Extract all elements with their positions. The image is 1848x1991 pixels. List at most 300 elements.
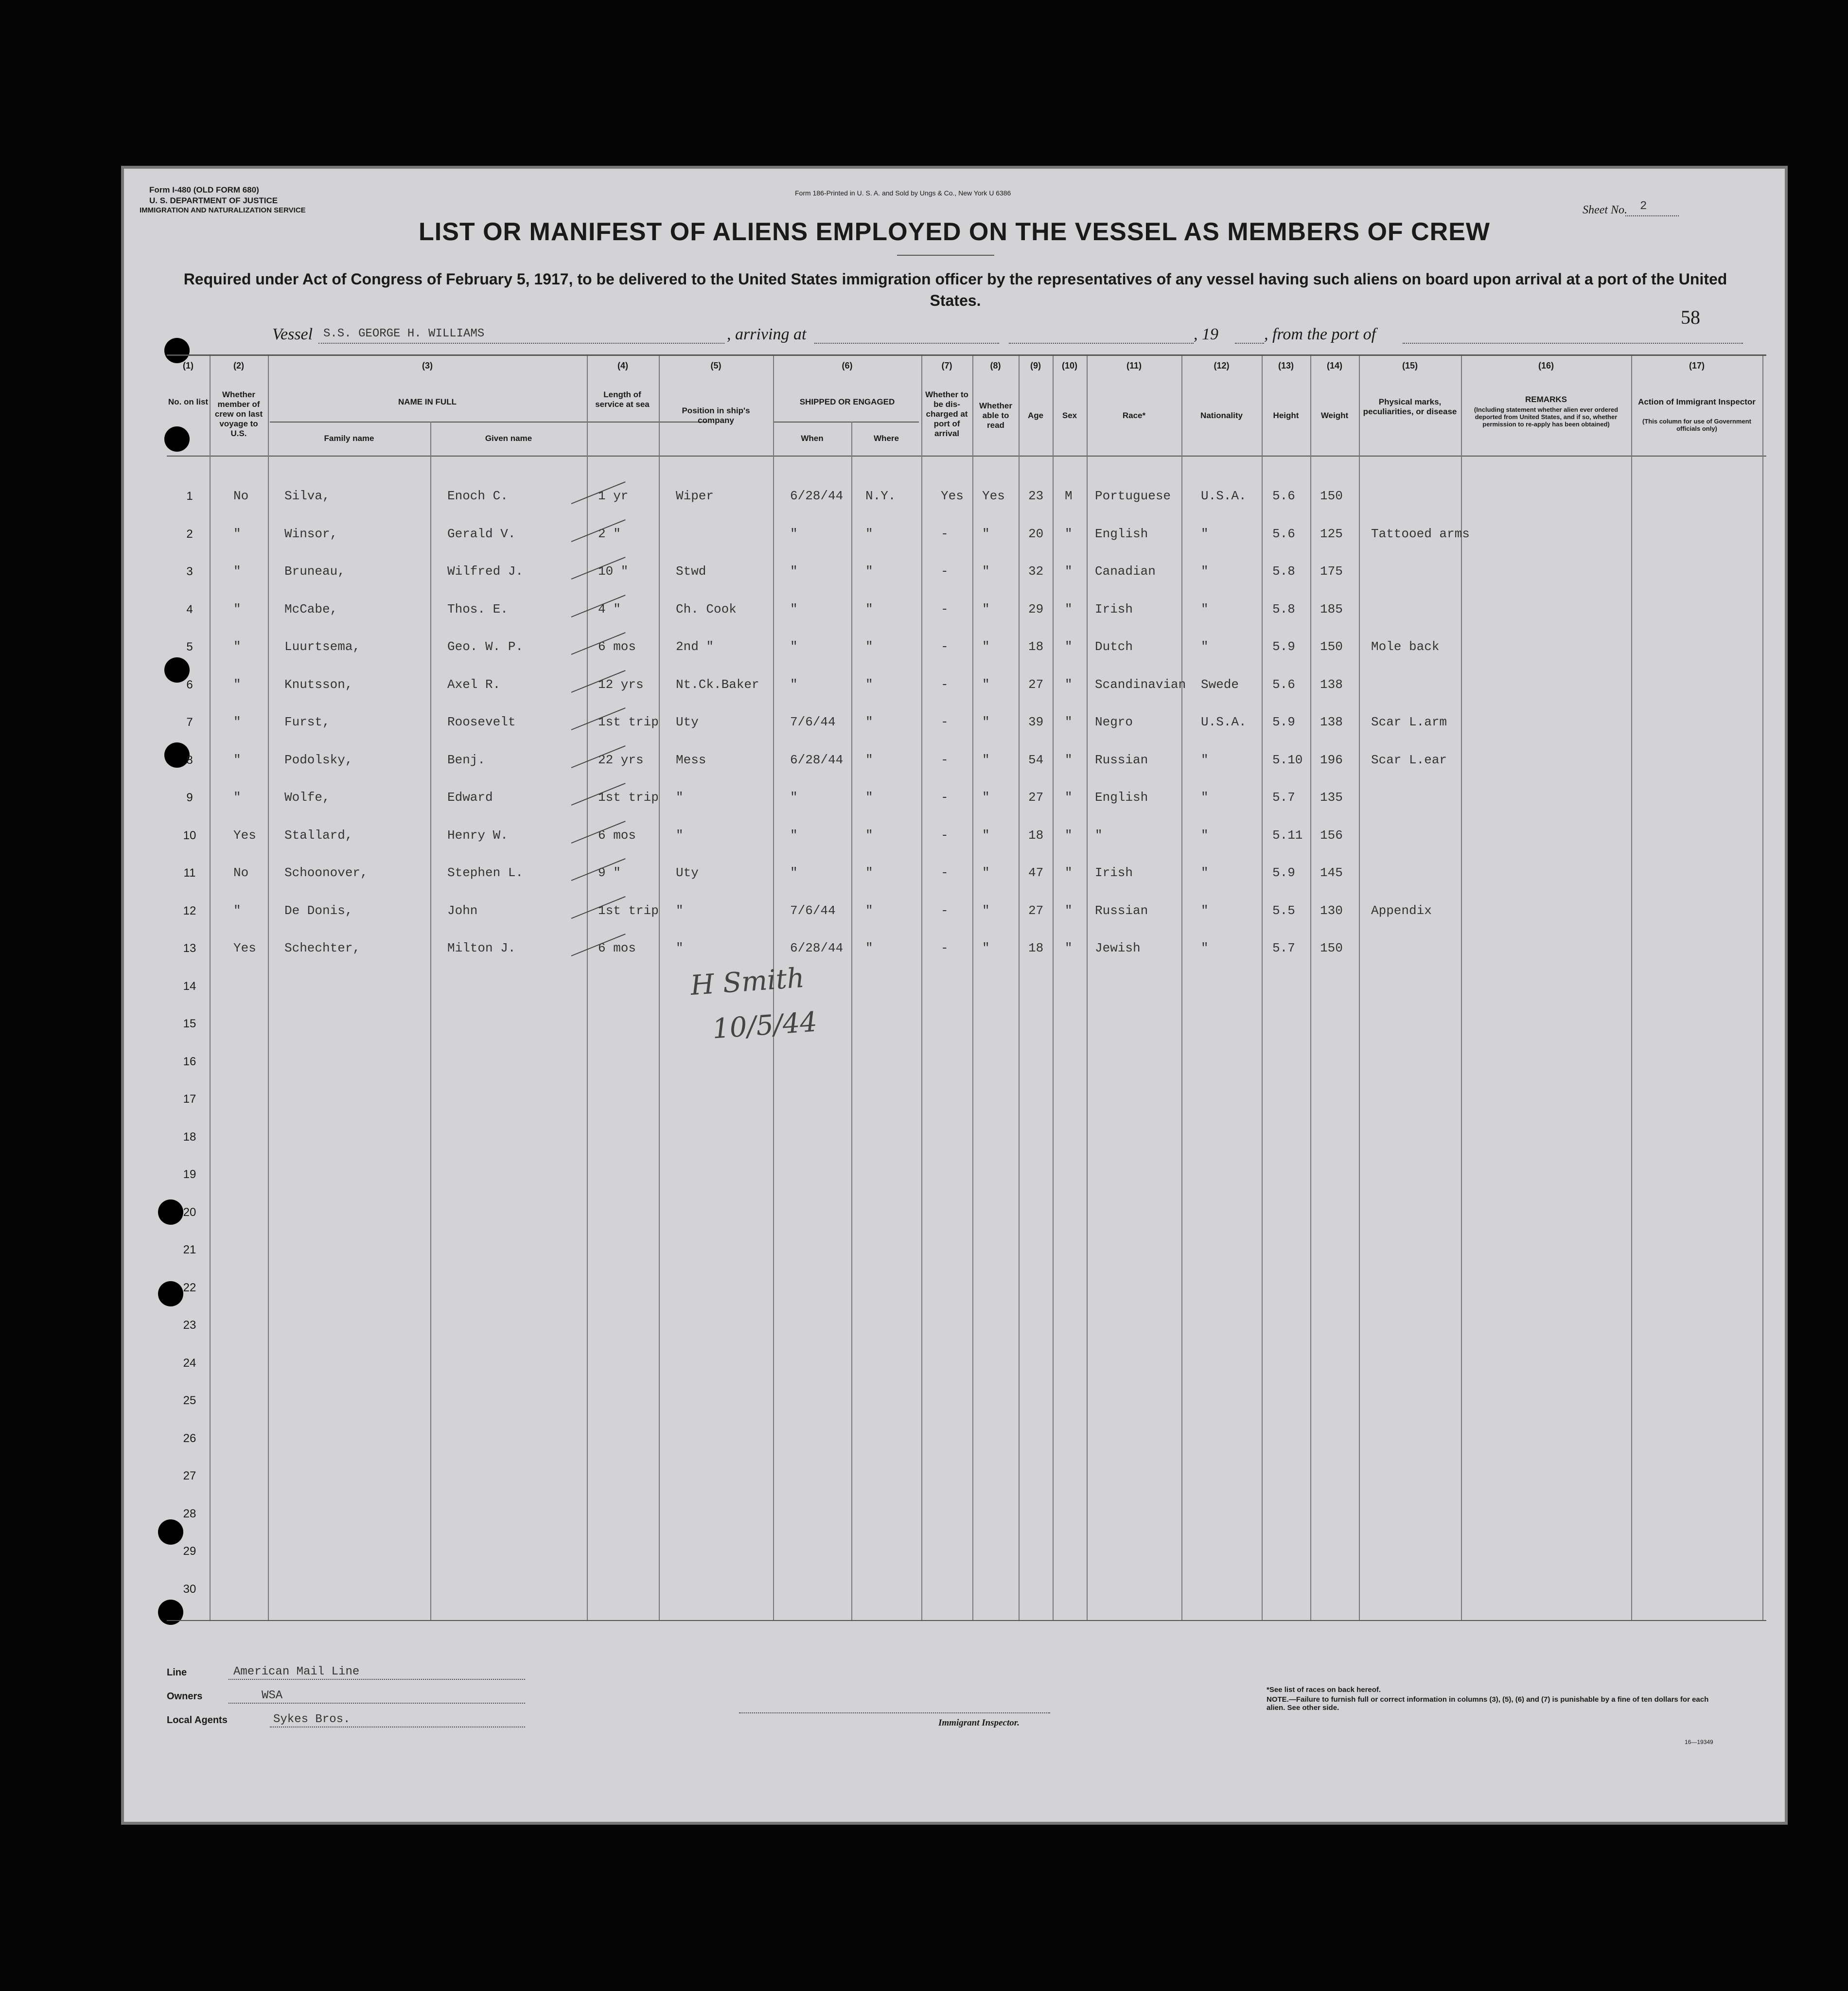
cell-position: 2nd " <box>676 639 714 654</box>
page-subtitle: Required under Act of Congress of February 5, 1917, to be delivered to the United States immigration officer by the representatives of any vessel having such aliens on board upon arrival at a port of the United States. <box>183 270 1727 309</box>
cell-when: 6/28/44 <box>790 752 844 767</box>
cell-position: Wiper <box>676 489 714 503</box>
cell-age: 18 <box>1028 639 1044 654</box>
cell-position: Mess <box>676 752 706 767</box>
col-num: (7) <box>941 361 952 370</box>
cell-read: " <box>982 677 990 692</box>
cell-family: Luurtsema, <box>284 639 361 654</box>
port-dotline <box>1403 343 1743 344</box>
cell-height: 5.9 <box>1272 865 1295 880</box>
cell-nationality: " <box>1201 941 1209 955</box>
col-num: (16) <box>1538 361 1554 370</box>
cell-sex: " <box>1065 903 1073 918</box>
cell-prev: " <box>233 752 241 767</box>
cell-read: " <box>982 601 990 617</box>
inspector-signature-line <box>739 1712 1050 1713</box>
cell-family: Schoonover, <box>284 865 368 880</box>
cell-discharge: - <box>941 564 949 579</box>
cell-nationality: " <box>1201 752 1209 767</box>
cell-prev: " <box>233 601 241 617</box>
col-divider <box>1019 356 1020 1620</box>
cell-read: " <box>982 639 990 654</box>
cell-prev: No <box>233 865 249 880</box>
cell-where: " <box>865 677 873 692</box>
cell-prev: Yes <box>233 828 256 843</box>
col-divider <box>1310 356 1311 1620</box>
cell-weight: 125 <box>1320 526 1343 541</box>
cell-given: Wilfred J. <box>447 564 524 579</box>
cell-position: " <box>676 790 684 805</box>
row-number: 8 <box>186 753 193 767</box>
penalty-note: NOTE.—Failure to furnish full or correct information in columns (3), (5), (6) and (7) is punishable by a fine of ten dollars for each alien. See other side. <box>1267 1695 1709 1712</box>
arriving-dotline-2 <box>1009 343 1194 344</box>
owners-dotline <box>229 1703 525 1704</box>
cell-race: English <box>1095 790 1148 805</box>
row-number: 28 <box>183 1507 196 1520</box>
arriving-dotline <box>814 343 999 344</box>
service-name: IMMIGRATION AND NATURALIZATION SERVICE <box>140 206 306 214</box>
cell-where: " <box>865 790 873 805</box>
cell-prev: " <box>233 790 241 805</box>
row-number: 23 <box>183 1319 196 1332</box>
row-number: 18 <box>183 1130 196 1144</box>
cell-sex: " <box>1065 526 1073 541</box>
cell-read: " <box>982 828 990 843</box>
vessel-value: S.S. GEORGE H. WILLIAMS <box>323 327 485 340</box>
cell-family: McCabe, <box>284 601 338 617</box>
col-num: (13) <box>1278 361 1294 370</box>
cell-weight: 196 <box>1320 752 1343 767</box>
header-nationality: Nationality <box>1200 411 1243 420</box>
cell-weight: 135 <box>1320 790 1343 805</box>
row-number: 11 <box>183 866 196 880</box>
cell-prev: " <box>233 677 241 692</box>
cell-read: " <box>982 752 990 767</box>
col-num: (15) <box>1402 361 1418 370</box>
col-num: (1) <box>183 361 194 370</box>
cell-age: 47 <box>1028 865 1044 880</box>
row-number: 13 <box>183 942 196 955</box>
header-remarks: REMARKS <box>1525 395 1567 404</box>
row-number: 2 <box>186 527 193 541</box>
header-inspector-action-sub: (This column for use of Government officials only) <box>1642 418 1751 432</box>
cell-where: " <box>865 564 873 579</box>
cell-when: 6/28/44 <box>790 941 844 955</box>
cell-given: Benj. <box>447 752 486 767</box>
cell-read: " <box>982 564 990 579</box>
cell-age: 23 <box>1028 489 1044 503</box>
cell-discharge: - <box>941 526 949 541</box>
col-num: (10) <box>1061 361 1077 370</box>
page-number: 58 <box>1681 306 1700 328</box>
header-name-in-full: NAME IN FULL <box>398 397 457 406</box>
header-where: Where <box>874 434 899 443</box>
cell-when: " <box>790 564 798 579</box>
cell-discharge: - <box>941 790 949 805</box>
cell-where: " <box>865 865 873 880</box>
header-inspector-action: Action of Immigrant Inspector <box>1638 397 1756 406</box>
cell-height: 5.6 <box>1272 489 1295 503</box>
punch-hole <box>164 426 190 452</box>
cell-marks: Scar L.arm <box>1371 715 1447 729</box>
cell-discharge: - <box>941 677 949 692</box>
col-divider <box>1461 356 1462 1620</box>
title-rule <box>897 255 994 256</box>
cell-discharge: - <box>941 715 949 729</box>
cell-family: Bruneau, <box>284 564 345 579</box>
cell-where: " <box>865 903 873 918</box>
cell-age: 27 <box>1028 790 1044 805</box>
cell-race: Russian <box>1095 903 1148 918</box>
shipped-header-rule <box>773 422 919 423</box>
cell-weight: 175 <box>1320 564 1343 579</box>
cell-weight: 138 <box>1320 715 1343 729</box>
cell-read: Yes <box>982 489 1005 503</box>
header-remarks-sub: (Including statement whether alien ever ordered deported from United States, and if so, whether permission to re-apply has been obtained) <box>1474 406 1619 428</box>
form-id: Form I-480 (OLD FORM 680) <box>149 185 259 194</box>
cell-age: 39 <box>1028 715 1044 729</box>
cell-when: " <box>790 677 798 692</box>
cell-service: 1st trip <box>598 790 659 805</box>
cell-discharge: - <box>941 752 949 767</box>
cell-prev: " <box>233 639 241 654</box>
cell-race: Jewish <box>1095 941 1141 955</box>
cell-position: Nt.Ck.Baker <box>676 677 759 692</box>
cell-prev: " <box>233 903 241 918</box>
name-header-rule <box>270 422 707 423</box>
cell-race: Portuguese <box>1095 489 1171 503</box>
header-physical-marks: Physical marks, peculiarities, or disease <box>1363 397 1457 416</box>
cell-age: 27 <box>1028 903 1044 918</box>
col-divider <box>210 356 211 1620</box>
cell-family: Furst, <box>284 715 330 729</box>
cell-weight: 130 <box>1320 903 1343 918</box>
sheet-label: Sheet No. <box>1583 204 1627 216</box>
cell-weight: 138 <box>1320 677 1343 692</box>
cell-position: " <box>676 941 684 955</box>
row-number: 14 <box>183 979 196 993</box>
col-divider <box>430 422 431 1620</box>
vessel-dotline <box>318 343 724 344</box>
row-number: 26 <box>183 1431 196 1445</box>
col-num: (6) <box>842 361 853 370</box>
cell-read: " <box>982 526 990 541</box>
cell-height: 5.7 <box>1272 941 1295 955</box>
cell-family: Schechter, <box>284 941 361 955</box>
col-num: (2) <box>233 361 244 370</box>
cell-nationality: " <box>1201 865 1209 880</box>
cell-weight: 150 <box>1320 941 1343 955</box>
cell-service: 6 mos <box>598 639 636 654</box>
cell-height: 5.7 <box>1272 790 1295 805</box>
row-number: 25 <box>183 1394 196 1407</box>
cell-when: " <box>790 790 798 805</box>
cell-age: 18 <box>1028 941 1044 955</box>
cell-prev: Yes <box>233 941 256 955</box>
row-number: 1 <box>186 490 193 503</box>
row-number: 29 <box>183 1545 196 1558</box>
cell-position: " <box>676 828 684 843</box>
year-dotline <box>1235 343 1264 344</box>
row-number: 3 <box>186 565 193 578</box>
cell-when: " <box>790 865 798 880</box>
cell-height: 5.9 <box>1272 639 1295 654</box>
line-value: American Mail Line <box>233 1665 360 1678</box>
col-num: (8) <box>990 361 1001 370</box>
header-position: Position in ship's company <box>682 406 750 425</box>
cell-when: " <box>790 639 798 654</box>
cell-marks: Tattooed arms <box>1371 526 1470 541</box>
cell-nationality: " <box>1201 639 1209 654</box>
cell-nationality: U.S.A. <box>1201 489 1247 503</box>
header-height: Height <box>1273 411 1299 420</box>
cell-marks: Scar L.ear <box>1371 752 1447 767</box>
header-sex: Sex <box>1062 411 1077 420</box>
department: U. S. DEPARTMENT OF JUSTICE <box>149 196 278 205</box>
cell-given: Axel R. <box>447 677 501 692</box>
col-divider <box>1053 356 1054 1620</box>
arriving-label: , arriving at <box>727 325 807 343</box>
cell-family: Silva, <box>284 489 330 503</box>
year-label: , 19 <box>1194 325 1218 343</box>
header-given-name: Given name <box>485 434 532 443</box>
cell-given: Enoch C. <box>447 489 508 503</box>
header-family-name: Family name <box>324 434 374 443</box>
cell-nationality: Swede <box>1201 677 1239 692</box>
cell-where: " <box>865 941 873 955</box>
cell-race: Negro <box>1095 715 1133 729</box>
col-divider <box>268 356 269 1620</box>
cell-where: " <box>865 752 873 767</box>
cell-height: 5.6 <box>1272 677 1295 692</box>
cell-nationality: " <box>1201 828 1209 843</box>
row-number: 20 <box>183 1205 196 1219</box>
cell-discharge: - <box>941 903 949 918</box>
col-divider <box>1762 356 1763 1620</box>
owners-value: WSA <box>262 1689 283 1702</box>
cell-race: English <box>1095 526 1148 541</box>
cell-discharge: - <box>941 865 949 880</box>
cell-when: " <box>790 601 798 617</box>
row-number: 12 <box>183 904 196 917</box>
cell-service: 12 yrs <box>598 677 644 692</box>
sheet-number: 2 <box>1640 200 1647 213</box>
cell-given: Roosevelt <box>447 715 516 729</box>
cell-sex: " <box>1065 601 1073 617</box>
cell-height: 5.6 <box>1272 526 1295 541</box>
col-num: (3) <box>422 361 433 370</box>
cell-sex: " <box>1065 790 1073 805</box>
cell-age: 20 <box>1028 526 1044 541</box>
form-code: 16—19349 <box>1685 1739 1713 1745</box>
cell-service: 1 yr <box>598 489 629 503</box>
row-number: 7 <box>186 716 193 729</box>
header-length-of-service: Length of service at sea <box>595 390 650 409</box>
table-top-rule <box>167 354 1766 356</box>
cell-nationality: " <box>1201 790 1209 805</box>
cell-family: Knutsson, <box>284 677 353 692</box>
cell-family: De Donis, <box>284 903 353 918</box>
row-number: 5 <box>186 640 193 653</box>
cell-given: Milton J. <box>447 941 516 955</box>
cell-service: 22 yrs <box>598 752 644 767</box>
col-num: (17) <box>1689 361 1705 370</box>
races-note: *See list of races on back hereof. <box>1267 1686 1381 1694</box>
cell-position: Uty <box>676 865 699 880</box>
inspector-label: Immigrant Inspector. <box>938 1718 1020 1728</box>
cell-service: 9 " <box>598 865 621 880</box>
cell-weight: 185 <box>1320 601 1343 617</box>
cell-race: Irish <box>1095 601 1133 617</box>
cell-race: Russian <box>1095 752 1148 767</box>
owners-label: Owners <box>167 1691 203 1702</box>
row-number: 30 <box>183 1582 196 1596</box>
cell-race: Irish <box>1095 865 1133 880</box>
row-number: 15 <box>183 1017 196 1030</box>
cell-sex: M <box>1065 489 1073 503</box>
port-label: , from the port of <box>1264 325 1376 343</box>
sheet-dotline <box>1625 215 1679 216</box>
col-divider <box>659 356 660 1620</box>
cell-given: Thos. E. <box>447 601 508 617</box>
cell-when: " <box>790 828 798 843</box>
cell-where: " <box>865 526 873 541</box>
header-no-on-list: No. on list <box>168 397 209 406</box>
header-previous-voyage: Whether member of crew on last voyage to U.S. <box>214 390 263 438</box>
cell-position: Stwd <box>676 564 706 579</box>
cell-prev: " <box>233 526 241 541</box>
col-divider <box>972 356 973 1620</box>
cell-position: Ch. Cook <box>676 601 737 617</box>
header-able-to-read: Whether able to read <box>979 401 1012 430</box>
cell-given: John <box>447 903 478 918</box>
cell-age: 54 <box>1028 752 1044 767</box>
col-num: (14) <box>1326 361 1342 370</box>
cell-nationality: " <box>1201 903 1209 918</box>
inspection-date: 10/5/44 <box>711 1006 818 1045</box>
col-divider <box>1087 356 1088 1620</box>
cell-marks: Mole back <box>1371 639 1440 654</box>
col-divider <box>1181 356 1182 1620</box>
cell-height: 5.8 <box>1272 601 1295 617</box>
cell-prev: " <box>233 564 241 579</box>
cell-given: Edward <box>447 790 493 805</box>
row-number: 10 <box>183 828 196 842</box>
row-number: 22 <box>183 1281 196 1294</box>
cell-weight: 150 <box>1320 489 1343 503</box>
agents-value: Sykes Bros. <box>273 1713 351 1726</box>
col-num: (12) <box>1214 361 1230 370</box>
cell-sex: " <box>1065 941 1073 955</box>
cell-service: 4 " <box>598 601 621 617</box>
cell-service: 2 " <box>598 526 621 541</box>
cell-discharge: Yes <box>941 489 964 503</box>
printer-line: Form 186-Printed in U. S. A. and Sold by Ungs & Co., New York U 6386 <box>795 189 1011 197</box>
cell-family: Winsor, <box>284 526 338 541</box>
col-divider <box>1631 356 1632 1620</box>
punch-hole <box>158 1519 183 1545</box>
col-divider <box>1359 356 1360 1620</box>
col-num: (9) <box>1030 361 1041 370</box>
cell-race: Dutch <box>1095 639 1133 654</box>
col-divider <box>587 356 588 1620</box>
cell-discharge: - <box>941 941 949 955</box>
col-divider <box>1262 356 1263 1620</box>
cell-where: N.Y. <box>865 489 896 503</box>
cell-sex: " <box>1065 828 1073 843</box>
header-weight: Weight <box>1320 411 1349 420</box>
cell-sex: " <box>1065 564 1073 579</box>
cell-race: Canadian <box>1095 564 1156 579</box>
cell-where: " <box>865 828 873 843</box>
cell-family: Wolfe, <box>284 790 330 805</box>
cell-where: " <box>865 715 873 729</box>
inspector-signature: H Smith <box>689 962 806 1002</box>
cell-service: 1st trip <box>598 715 659 729</box>
cell-given: Gerald V. <box>447 526 516 541</box>
cell-discharge: - <box>941 639 949 654</box>
cell-discharge: - <box>941 601 949 617</box>
row-number: 16 <box>183 1055 196 1068</box>
cell-position: " <box>676 903 684 918</box>
cell-height: 5.9 <box>1272 715 1295 729</box>
cell-weight: 156 <box>1320 828 1343 843</box>
col-num: (4) <box>617 361 628 370</box>
line-dotline <box>229 1679 525 1680</box>
cell-nationality: U.S.A. <box>1201 715 1247 729</box>
cell-service: 1st trip <box>598 903 659 918</box>
row-number: 9 <box>186 791 193 804</box>
table-header-rule <box>167 456 1766 457</box>
cell-sex: " <box>1065 715 1073 729</box>
cell-race: " <box>1095 828 1103 843</box>
cell-height: 5.5 <box>1272 903 1295 918</box>
cell-service: 6 mos <box>598 828 636 843</box>
cell-given: Stephen L. <box>447 865 524 880</box>
agents-label: Local Agents <box>167 1715 228 1726</box>
cell-when: 6/28/44 <box>790 489 844 503</box>
line-label: Line <box>167 1667 187 1678</box>
cell-age: 27 <box>1028 677 1044 692</box>
cell-family: Stallard, <box>284 828 353 843</box>
cell-height: 5.10 <box>1272 752 1303 767</box>
cell-nationality: " <box>1201 564 1209 579</box>
cell-position: Uty <box>676 715 699 729</box>
row-number: 17 <box>183 1092 196 1106</box>
table-bottom-rule <box>167 1620 1766 1621</box>
cell-weight: 150 <box>1320 639 1343 654</box>
cell-where: " <box>865 639 873 654</box>
cell-given: Geo. W. P. <box>447 639 524 654</box>
cell-family: Podolsky, <box>284 752 353 767</box>
cell-weight: 145 <box>1320 865 1343 880</box>
header-shipped-engaged: SHIPPED OR ENGAGED <box>799 397 895 406</box>
row-number: 19 <box>183 1168 196 1181</box>
col-num: (5) <box>710 361 722 370</box>
cell-read: " <box>982 790 990 805</box>
cell-age: 29 <box>1028 601 1044 617</box>
vessel-label: Vessel <box>272 325 313 343</box>
page-title: LIST OR MANIFEST OF ALIENS EMPLOYED ON THE VESSEL AS MEMBERS OF CREW <box>419 218 1490 246</box>
cell-read: " <box>982 715 990 729</box>
cell-marks: Appendix <box>1371 903 1432 918</box>
cell-sex: " <box>1065 677 1073 692</box>
row-number: 27 <box>183 1469 196 1482</box>
cell-height: 5.8 <box>1272 564 1295 579</box>
cell-sex: " <box>1065 865 1073 880</box>
row-number: 21 <box>183 1243 196 1256</box>
col-num: (11) <box>1126 361 1142 370</box>
